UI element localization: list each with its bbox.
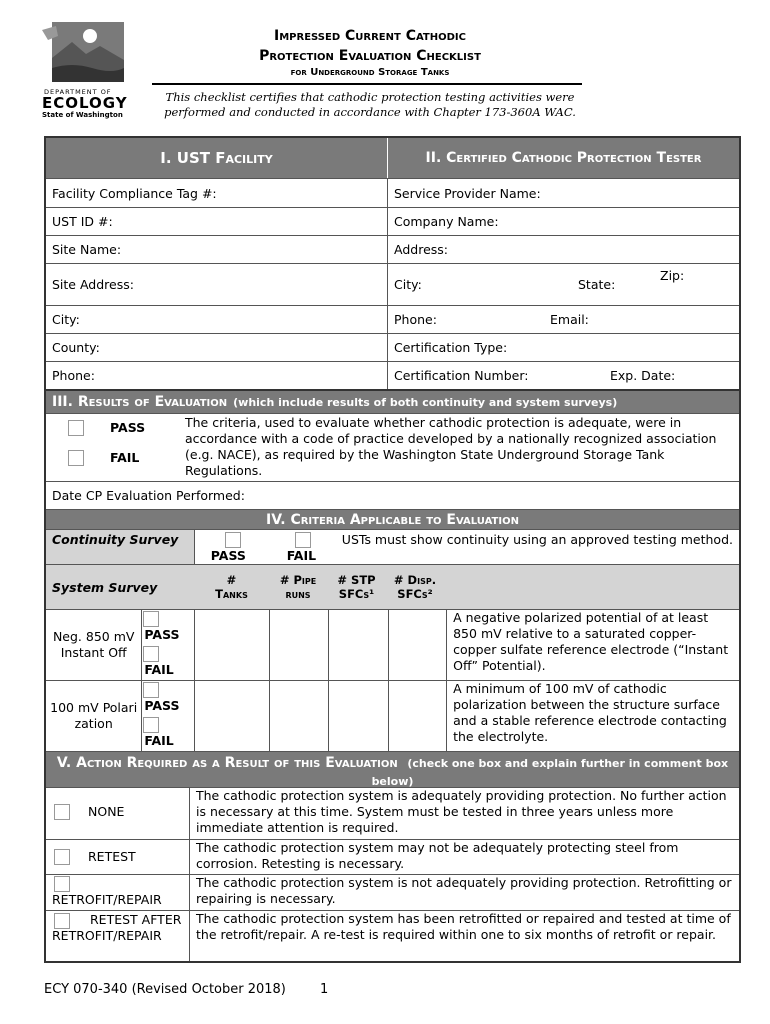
tester-email-field[interactable]: Email: <box>550 312 589 327</box>
footer <box>44 982 328 997</box>
neg850-label: Neg. 850 mV Instant Off <box>52 629 135 660</box>
title-line1: Impressed Current Cathodic <box>274 28 466 44</box>
form-title <box>150 26 590 80</box>
tester-zip-field[interactable]: Zip: <box>660 268 685 283</box>
neg850-tanks-cell[interactable] <box>194 610 269 680</box>
polarization-pass-checkbox[interactable] <box>143 682 159 698</box>
polarization-pass-label: PASS <box>144 698 180 713</box>
cert-number-field[interactable]: Certification Number: <box>394 368 529 383</box>
continuity-fail-label: FAIL <box>286 548 317 563</box>
continuity-fail-checkbox[interactable] <box>295 532 311 548</box>
action-none-checkbox[interactable] <box>54 804 70 820</box>
logo-line2: ECOLOGY <box>42 94 128 112</box>
ust-id-field[interactable]: UST ID #: <box>52 214 113 229</box>
polarization-tanks-cell[interactable] <box>194 681 269 751</box>
neg850-pass-checkbox[interactable] <box>143 611 159 627</box>
polarization-fail-checkbox[interactable] <box>143 717 159 733</box>
section2-title: II. Certified Cathodic Protection Tester <box>387 138 739 178</box>
polarization-label: 100 mV Polarization <box>50 700 138 731</box>
section4-title: IV. Criteria Applicable to Evaluation <box>266 511 519 528</box>
action-retrofit-label: RETROFIT/REPAIR <box>52 892 162 907</box>
tester-state-field[interactable]: State: <box>578 277 616 292</box>
cp-evaluation-date-field[interactable]: Date CP Evaluation Performed: <box>52 488 245 503</box>
continuity-survey-label: Continuity Survey <box>46 530 194 564</box>
section5-title: V. Action Required as a Result of this Evaluation <box>56 755 398 771</box>
company-name-field[interactable]: Company Name: <box>387 208 739 235</box>
site-city-field[interactable]: City: <box>52 312 80 327</box>
section3-note: (which include results of both continuity and system surveys) <box>233 395 618 409</box>
polarization-description: A minimum of 100 mV of cathodic polarization between the structure surface and a stable reference electrode contacting the electrolyte. <box>446 681 739 751</box>
action-retest-after-label: RETEST AFTER RETROFIT/REPAIR <box>52 912 182 943</box>
site-address-field[interactable]: Site Address: <box>52 277 134 292</box>
page-number: 1 <box>320 982 329 997</box>
title-line3: for Underground Storage Tanks <box>290 67 450 78</box>
section5-note: (check one box and explain further in comment box below) <box>371 757 729 788</box>
facility-tag-field[interactable]: Facility Compliance Tag #: <box>52 185 217 201</box>
logo-line3: State of Washington <box>42 111 123 119</box>
ecology-logo <box>42 20 128 119</box>
continuity-note: USTs must show continuity using an approved testing method. <box>341 532 733 547</box>
title-divider <box>152 83 582 85</box>
polarization-pipe-cell[interactable] <box>269 681 328 751</box>
neg850-stp-cell[interactable] <box>328 610 388 680</box>
ecology-logo-icon <box>42 20 128 86</box>
action-none-description: The cathodic protection system is adequately providing protection. No further action is necessary at this time. System must be tested in three years unless more immediate attention is required. <box>189 788 739 839</box>
action-retrofit-description: The cathodic protection system is not adequately providing protection. Retrofitting or repairing is necessary. <box>189 875 739 910</box>
exp-date-field[interactable]: Exp. Date: <box>610 368 676 383</box>
neg850-description: A negative polarized potential of at least 850 mV relative to a saturated copper-copper sulfate reference electrode (“Instant Off” Potential). <box>446 610 739 680</box>
polarization-fail-label: FAIL <box>144 733 174 748</box>
action-retest-label: RETEST <box>88 849 136 864</box>
facility-phone-field[interactable]: Phone: <box>52 368 95 383</box>
action-retrofit-checkbox[interactable] <box>54 876 70 892</box>
polarization-stp-cell[interactable] <box>328 681 388 751</box>
result-criteria: The criteria, used to evaluate whether cathodic protection is adequate, were in accordance with a code of practice developed by a nationally recognized association (e.g. NACE), as required by the Washington State Underground Storage Tank Regulations. <box>185 415 717 478</box>
result-fail-checkbox[interactable] <box>68 450 84 466</box>
cert-type-field[interactable]: Certification Type: <box>387 334 739 361</box>
action-retest-description: The cathodic protection system may not be adequately protecting steel from corrosion. Retesting is necessary. <box>189 840 739 874</box>
service-provider-field[interactable]: Service Provider Name: <box>387 179 739 207</box>
action-none-label: NONE <box>88 804 125 819</box>
action-retest-after-description: The cathodic protection system has been retrofitted or repaired and tested at time of the retrofit/repair. A re-test is required within one to six months of retrofit or repair. <box>189 911 739 961</box>
neg850-pipe-cell[interactable] <box>269 610 328 680</box>
neg850-fail-label: FAIL <box>144 662 174 677</box>
col-tanks-header: # Tanks <box>215 573 248 601</box>
result-fail-label: FAIL <box>110 450 140 465</box>
action-retest-checkbox[interactable] <box>54 849 70 865</box>
section3-title: III. Results of Evaluation <box>52 394 228 410</box>
neg850-pass-label: PASS <box>144 627 180 642</box>
address-field[interactable]: Address: <box>387 236 739 263</box>
neg850-disp-cell[interactable] <box>388 610 447 680</box>
tester-city-field[interactable]: City: <box>394 277 422 292</box>
polarization-disp-cell[interactable] <box>388 681 447 751</box>
form-subtitle: This checklist certifies that cathodic protection testing activities were performed and conducted in accordance with Chapter 173-360A WAC. <box>164 90 576 119</box>
col-pipe-header: # Pipe runs <box>279 573 317 601</box>
logo-line1: DEPARTMENT OF <box>44 88 112 96</box>
site-name-field[interactable]: Site Name: <box>52 242 122 257</box>
county-field[interactable]: County: <box>52 340 100 355</box>
continuity-pass-label: PASS <box>210 548 246 563</box>
col-disp-header: # Disp. SFCs² <box>393 573 437 601</box>
tester-phone-field[interactable]: Phone: <box>394 312 437 327</box>
form-number: ECY 070-340 (Revised October 2018) <box>44 982 286 997</box>
neg850-fail-checkbox[interactable] <box>143 646 159 662</box>
result-pass-checkbox[interactable] <box>68 420 84 436</box>
title-line2: Protection Evaluation Checklist <box>259 48 481 64</box>
result-pass-label: PASS <box>110 420 146 435</box>
continuity-pass-checkbox[interactable] <box>225 532 241 548</box>
section1-title: I. UST Facility <box>160 149 273 167</box>
system-survey-label: System Survey <box>52 579 158 595</box>
checklist-table <box>44 136 741 963</box>
col-stp-header: # STP SFCs¹ <box>337 573 376 601</box>
